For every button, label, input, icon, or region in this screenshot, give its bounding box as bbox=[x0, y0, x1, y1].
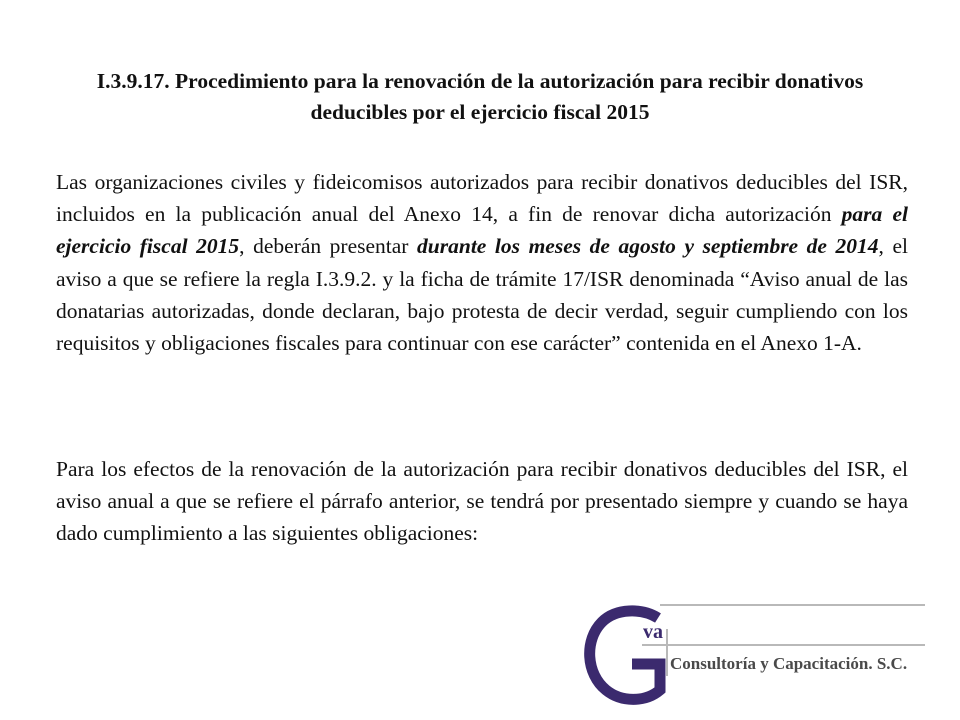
page-title: I.3.9.17. Procedimiento para la renovación de la autorización para recibir donativos deducibles por el ejercicio fiscal 2015 bbox=[96, 69, 864, 124]
paragraph-1 bbox=[56, 166, 908, 359]
paragraph-1-text-a: Las organizaciones civiles y fideicomisos autorizados para recibir donativos deducibles del ISR, incluidos en la publicación anual del Anexo 14, a fin de renovar dicha autorización bbox=[56, 170, 908, 227]
paragraph-1-emphasis-months: durante los meses de agosto y septiembre de 2014 bbox=[417, 234, 879, 259]
paragraph-1-emphasis-fiscal-year: para el ejercicio fiscal 2015 bbox=[56, 202, 908, 259]
paragraph-2: Para los efectos de la renovación de la autorización para recibir donativos deducibles del ISR, el aviso anual a que se refiere el párrafo anterior, se tendrá por presentado siempre y cuando se haya dado cumplimiento a las siguientes obligaciones: bbox=[56, 457, 908, 546]
paragraph-1-text-b: , deberán presentar bbox=[239, 234, 418, 259]
logo-initials: va bbox=[643, 621, 663, 643]
paragraph-1-text-c: , el aviso a que se refiere la regla I.3.9.2. y la ficha de trámite 17/ISR denominada “Aviso anual de las donatarias autorizadas, donde declaran, bajo protesta de decir verdad, seguir cumpliendo con los requisitos y obligaciones fiscales para continuar con ese carácter” contenida en el Anexo 1-A. bbox=[56, 234, 909, 356]
logo-company-name: Consultoría y Capacitación. S.C. bbox=[670, 654, 908, 673]
